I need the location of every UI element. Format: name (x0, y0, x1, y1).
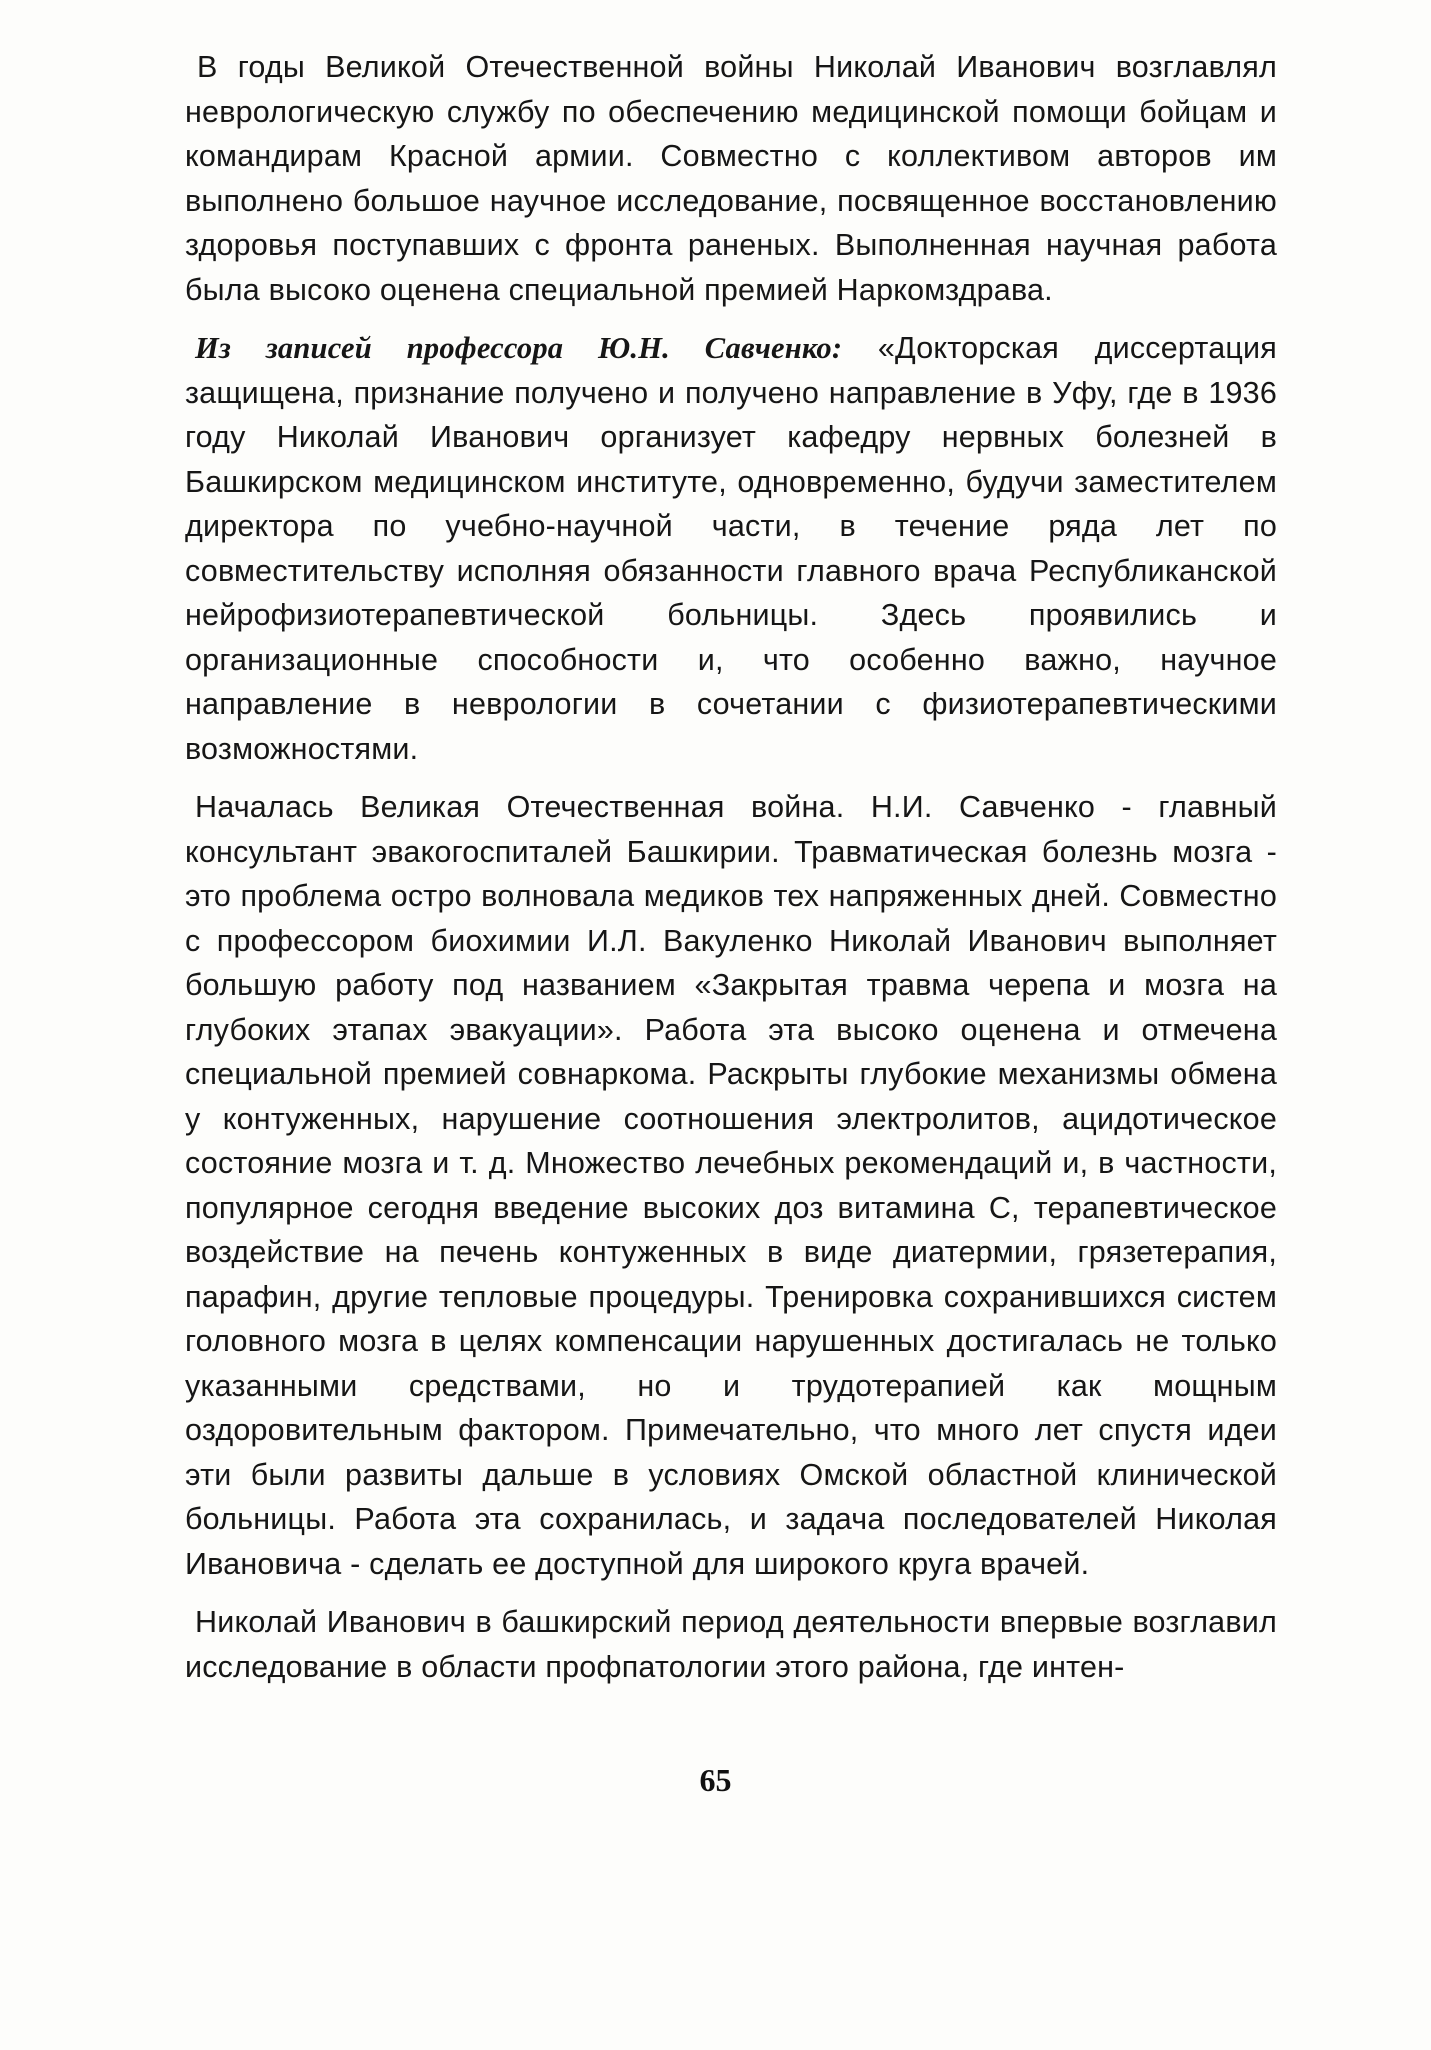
paragraph-3 (185, 785, 1277, 1586)
body-text (185, 45, 1277, 1703)
paragraph-4-text: Николай Иванович в башкирский период деятельности впервые возглавил исследование в области профпатологии этого района, где интен- (185, 1605, 1277, 1684)
paragraph-2 (185, 326, 1277, 771)
paragraph-1 (185, 45, 1277, 312)
paragraph-2-text: «Докторская диссертация защищена, признание получено и получено направление в Уфу, где в 1936 году Николай Иванович организует кафедру нервных болезней в Башкирском медицинском институте, одновременно, будучи заместителем директора по учебно-научной части, в течение ряда лет по совместительству исполняя обязанности главного врача Республиканской нейрофизиотерапевтической больницы. Здесь проявились и организационные способности и, что особенно важно, научное направление в неврологии в сочетании с физиотерапевтическими возможностями. (185, 331, 1277, 766)
paragraph-4 (185, 1600, 1277, 1689)
paragraph-2-lead: Из записей профессора Ю.Н. Савченко: (195, 331, 843, 365)
paragraph-1-text: В годы Великой Отечественной войны Николай Иванович возглавлял неврологическую службу по обеспечению медицинской помощи бойцам и командирам Красной армии. Совместно с коллективом авторов им выполнено большое научное исследование, посвященное восстановлению здоровья поступавших с фронта раненых. Выполненная научная работа была высоко оценена специальной премией Наркомздрава. (185, 50, 1277, 307)
page-number: 65 (699, 1762, 732, 1798)
paragraph-3-text: Началась Великая Отечественная война. Н.И. Савченко - главный консультант эвакогоспиталей Башкирии. Травматическая болезнь мозга - это проблема остро волновала медиков тех напряженных дней. Совместно с профессором биохимии И.Л. Вакуленко Николай Иванович выполняет большую работу под названием «Закрытая травма черепа и мозга на глубоких этапах эвакуации». Работа эта высоко оценена и отмечена специальной премией совнаркома. Раскрыты глубокие механизмы обмена у контуженных, нарушение соотношения электролитов, ацидотическое состояние мозга и т. д. Множество лечебных рекомендаций и, в частности, популярное сегодня введение высоких доз витамина С, терапевтическое воздействие на печень контуженных в виде диатермии, грязетерапия, парафин, другие тепловые процедуры. Тренировка сохранившихся систем головного мозга в целях компенсации нарушенных достигалась не только указанными средствами, но и трудотерапией как мощным оздоровительным фактором. Примечательно, что много лет спустя идеи эти были развиты дальше в условиях Омской областной клинической больницы. Работа эта сохранилась, и задача последователей Николая Ивановича - сделать ее доступной для широкого круга врачей. (185, 790, 1277, 1581)
